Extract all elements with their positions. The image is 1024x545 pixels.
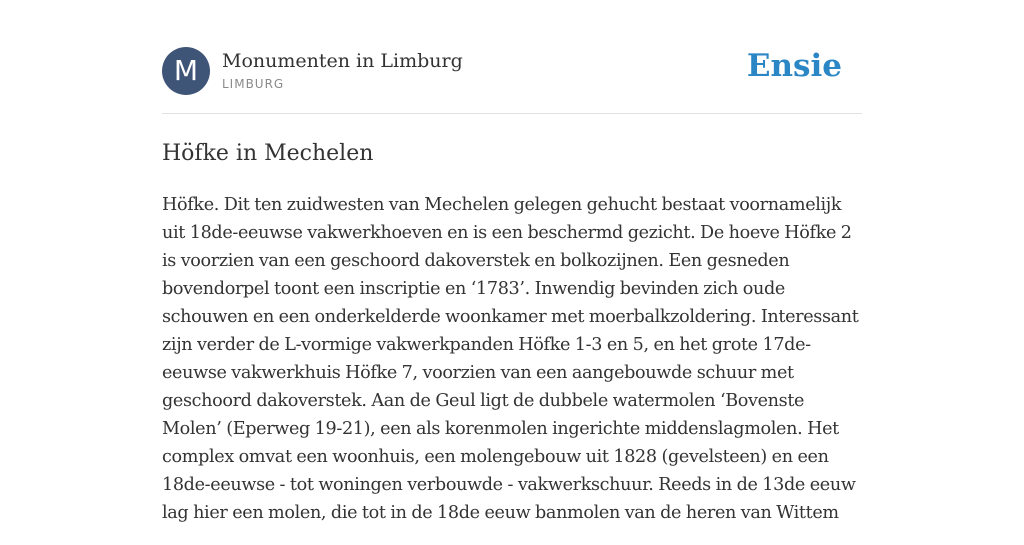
header [162, 46, 862, 95]
ensie-logo[interactable]: Ensie [746, 48, 842, 84]
collection-title-link[interactable]: Monumenten in Limburg [222, 50, 463, 72]
header-text [222, 49, 463, 92]
collection-subtitle: LIMBURG [222, 77, 285, 91]
divider [162, 113, 862, 114]
article-body: Höfke. Dit ten zuidwesten van Mechelen gelegen gehucht bestaat voornamelijk uit 18de-eeuwse vakwerkhoeven en is een beschermd gezicht. De hoeve Höfke 2 is voorzien van een geschoord dakoverstek en bolkozijnen. Een gesneden bovendorpel toont een inscriptie en ‘1783’. Inwendig bevinden zich oude schouwen en een onderkelderde woonkamer met moerbalkzoldering. Interessant zijn verder de L-vormige vakwerkpanden Höfke 1-3 en 5, en het grote 17de-eeuwse vakwerkhuis Höfke 7, voorzien van een aangebouwde schuur met geschoord dakoverstek. Aan de Geul ligt de dubbele watermolen ‘Bovenste Molen’ (Eperweg 19-21), een als korenmolen ingerichte middenslagmolen. Het complex omvat een woonhuis, een molengebouw uit 1828 (gevelsteen) en een 18de-eeuwse - tot woningen verbouwde - vakwerkschuur. Reeds in de 13de eeuw lag hier een molen, die tot in de 18de eeuw banmolen van de heren van Wittem [162, 195, 859, 523]
page-container [162, 46, 862, 545]
page-title: Höfke in Mechelen [162, 141, 374, 166]
avatar[interactable]: M [162, 47, 210, 95]
